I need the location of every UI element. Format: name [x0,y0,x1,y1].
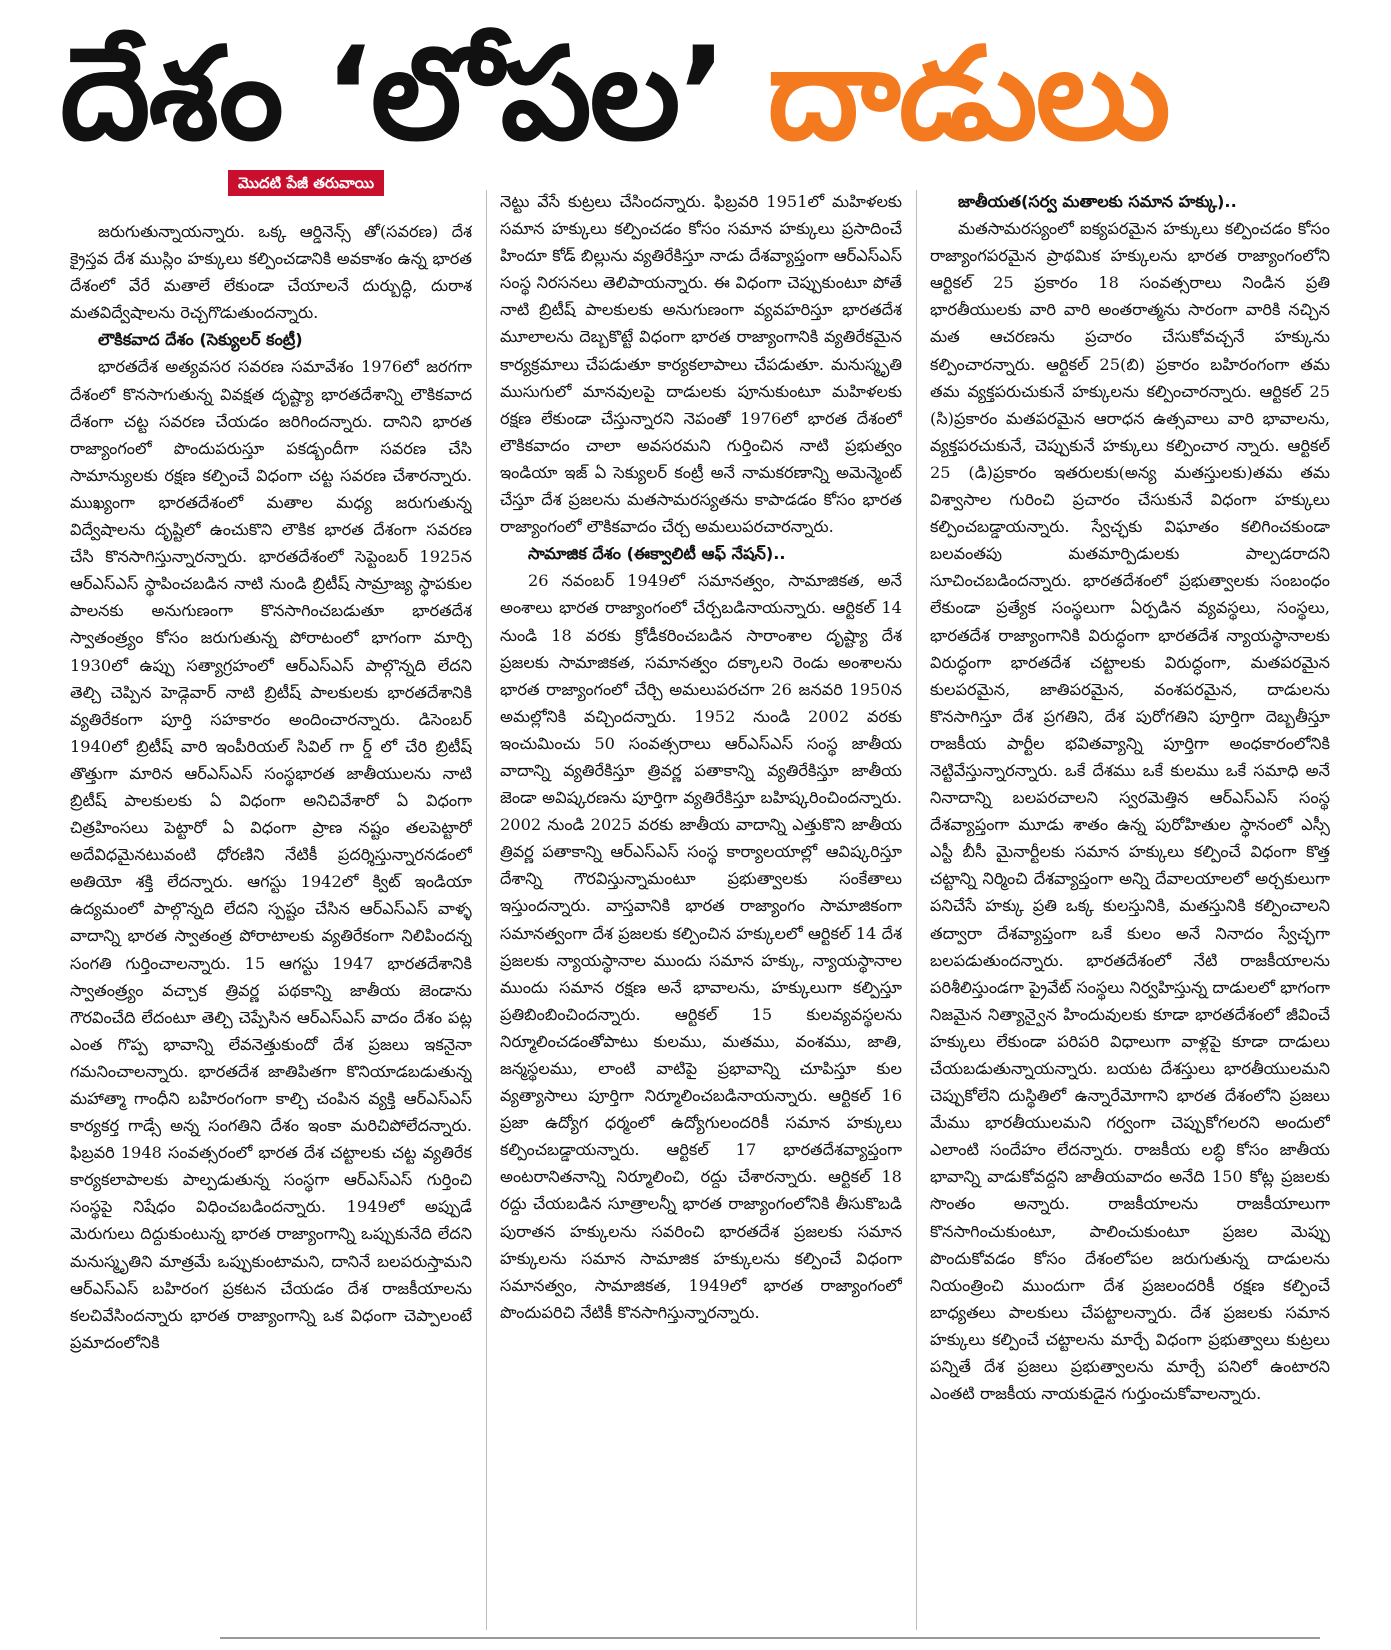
subheading-social-country: సామాజిక దేశం (ఈక్వాలిటీ ఆఫ్ నేషన్).. [528,544,786,564]
paragraph: 26 నవంబర్ 1949లో సమానత్వం, సామాజికత, అనే అంశాలు భారత రాజ్యాంగంలో చేర్చబడినాయన్నారు. ఆర్టికల్ 14 నుండి 18 వరకు క్రోడీకరించబడిన సారాంశాల దృష్ట్యా దేశ ప్రజలకు సామాజికత, సమానత్వం దక్కాలని రెండు అంశాలను భారత రాజ్యాంగంలో చేర్చి అమలుపరచగా 26 జనవరి 1950న అమల్లోనికి వచ్చిందన్నారు. 1952 నుండి 2002 వరకు ఇంచుమించు 50 సంవత్సరాలు ఆర్ఎస్ఎస్ సంస్థ జాతీయ వాదాన్ని వ్యతిరేకిస్తూ త్రివర్ణ పతాకాన్ని వ్యతిరేకిస్తూ జాతీయ జెండా అవిష్కరణను పూర్తిగా వ్యతిరేకిస్తూ బహిష్కరించిందన్నారు. 2002 నుండి 2025 వరకు జాతీయ వాదాన్ని ఎత్తుకొని జాతీయ త్రివర్ణ పతాకాన్ని ఆర్ఎస్ఎస్ సంస్థ కార్యాలయాల్లో ఆవిష్కరిస్తూ దేశాన్ని గౌరవిస్తున్నామంటూ ప్రభుత్వాలకు సంకేతాలు ఇస్తుందన్నారు. వాస్తవానికి భారత రాజ్యాంగం సామాజికంగా సమానత్వంగా దేశ ప్రజలకు కల్పించిన హక్కులలో ఆర్టికల్ 14 దేశ ప్రజలకు న్యాయస్థానాల ముందు సమాన హక్కు, న్యాయస్థానాల ముందు సమాన రక్షణ అనే భావాలను, హక్కులుగా కల్పిస్తూ ప్రతిబింబించిందన్నారు. ఆర్టికల్ 15 కులవ్యవస్థలను నిర్మూలించడంతోపాటు కులము, మతము, వంశము, జాతి, జన్మస్థలము, లాంటి వాటిపై ప్రభావాన్ని చూపిస్తూ కుల వ్యత్యాసాలు పూర్తిగా నిర్మూలించబడినాయన్నారు. ఆర్టికల్ 16 ప్రజా ఉద్యోగ ధర్మంలో ఉద్యోగులందరికీ సమాన హక్కులు కల్పించబడ్డాయన్నారు. ఆర్టికల్ 17 భారతదేశవ్యాప్తంగా అంటరానితనాన్ని నిర్మూలించి, రద్దు చేశారన్నారు. ఆర్టికల్ 18 రద్దు చేయబడిన సూత్రాలన్నీ భారత రాజ్యాంగంలోనికి తీసుకొబడి పురాతన హక్కులను సవరించి భారతదేశ ప్రజలకు సమాన హక్కులను సమాన సామాజిక హక్కులను కల్పించే విధంగా సమానత్వం, సామాజికత, 1949లో భారత రాజ్యాంగంలో పొందుపరిచి నేటికీ కొనసాగిస్తున్నారన్నారు. [500,571,902,1322]
article-column-2 [500,188,902,1630]
headline [60,10,1340,180]
subheading-secular-country: లౌకికవాద దేశం (సెక్యులర్ కంట్రీ) [98,330,303,350]
article-column-3 [930,188,1330,1630]
paragraph: మతసామరస్యంలో ఐక్యపరమైన హక్కులు కల్పించడం కోసం రాజ్యాంగపరమైన ప్రాథమిక హక్కులను భారత రాజ్యాంగంలోని ఆర్టికల్ 25 ప్రకారం 18 సంవత్సరాలు నిండిన ప్రతి భారతీయులకు వారి వారి అంతరాత్మను సారంగా వారికి నచ్చిన మత ఆచరణను ప్రచారం చేసుకోవచ్చనే హక్కును కల్పించారన్నారు. ఆర్టికల్ 25(బి) ప్రకారం బహిరంగంగా తమ తమ వ్యక్తపరుచుకునే హక్కులను కల్పించారన్నారు. ఆర్టికల్ 25 (సి)ప్రకారం మతపరమైన ఆరాధన ఉత్సవాలు వారి భావాలను, వ్యక్తపరచుకునే, చెప్పుకునే హక్కులు కల్పించార న్నారు. ఆర్టికల్ 25 (డి)ప్రకారం ఇతరులకు(అన్య మతస్తులకు)తమ తమ విశ్వాసాల గురించి ప్రచారం చేసుకునే విధంగా హక్కులు కల్పించబడ్డాయన్నారు. స్వేచ్ఛకు విఘాతం కలిగించకుండా బలవంతపు మతమార్పిడులకు పాల్పడరాదని సూచించబడిందన్నారు. భారతదేశంలో ప్రభుత్వాలకు సంబంధం లేకుండా ప్రత్యేక సంస్థలుగా ఏర్పడిన వ్యవస్థలు, సంస్థలు, భారతదేశ రాజ్యాంగానికి విరుద్ధంగా భారతదేశ న్యాయస్థానాలకు విరుద్ధంగా భారతదేశ చట్టాలకు విరుద్ధంగా, మతపరమైన కులపరమైన, జాతిపరమైన, వంశపరమైన, దాడులను కొనసాగిస్తూ దేశ ప్రగతిని, దేశ పురోగతిని పూర్తిగా దెబ్బతీస్తూ రాజకీయ పార్టీల భవితవ్యాన్ని పూర్తిగా అంధకారంలోనికి నెట్టివేస్తున్నారన్నారు. ఒకే దేశము ఒకే కులము ఒకే సమాధి అనే నినాదాన్ని బలపరచాలని స్వరమెత్తిన ఆర్ఎస్ఎస్ సంస్థ దేశవ్యాప్తంగా మూడు శాతం ఉన్న పురోహితుల స్థానంలో ఎస్సీ ఎస్టీ బీసీ మైనార్టీలకు సమాన హక్కులు కల్పించే విధంగా కొత్త చట్టాన్ని నిర్మించి దేశవ్యాప్తంగా అన్ని దేవాలయాలలో అర్చకులుగా పనిచేసే హక్కు ప్రతి ఒక్క కులస్తునికి, మతస్తునికి కల్పించాలని తద్వారా దేశవ్యాప్తంగా ఒకే కులం అనే నినాదం స్వేచ్ఛగా బలపడుతుందన్నారు. భారతదేశంలో నేటి రాజకీయాలను పరిశీలిస్తుండగా ప్రైవేట్ సంస్థలు నిర్వహిస్తున్న దాడులలో భాగంగా నిజమైన నిత్యాన్వైన హిందువులకు కూడా భారతదేశంలో జీవించే హక్కులు లేకుండా పరిపరి విధాలుగా వాళ్లపై కూడా దాడులు చేయబడుతున్నాయన్నారు. బయట దేశస్తులు భారతీయులమని చెప్పుకోలేని దుస్థితిలో ఉన్నారేమోగాని భారత దేశంలోని ప్రజలు మేము భారతీయులమని గర్వంగా చెప్పుకోగలరని అందులో ఎలాంటి సందేహం లేదన్నారు. రాజకీయ లబ్ధి కోసం జాతీయ భావాన్ని వాడుకోవద్దని జాతీయవాదం అనేది 150 కోట్ల ప్రజలకు సొంతం అన్నారు. రాజకీయాలను రాజకీయాలుగా కొనసాగించుకుంటూ, పాలించుకుంటూ ప్రజల మెప్పు పొందుకోవడం కోసం దేశంలోపల జరుగుతున్న దాడులను నియంత్రించి ముందుగా దేశ ప్రజలందరికీ రక్షణ కల్పించే బాధ్యతలు పాలకులు చేపట్టాలన్నారు. దేశ ప్రజలకు సమాన హక్కులు కల్పించే చట్టాలను మార్చే విధంగా ప్రభుత్వాలు కుట్రలు పన్నితే దేశ ప్రజలు ప్రభుత్వాలను మార్చే పనిలో ఉంటారని ఎంతటి రాజకీయ నాయకుడైన గుర్తుంచుకోవాలన్నారు. [930,219,1330,1404]
paragraph: జరుగుతున్నాయన్నారు. ఒక్క ఆర్డినెన్స్ తో(సవరణ) దేశ క్రైస్తవ దేశ ముస్లిం హక్కులు కల్పించడానికి అవకాశం ఉన్న భారత దేశంలో వేరే మతాలే లేకుండా చేయాలనే దుర్బుద్ధి, దురాశ మతవిద్వేషాలను రెచ్చగొడుతుందన్నారు. [70,222,472,323]
article-column-1 [70,218,472,1630]
headline-part-black: దేశం ‘లోపల’ [60,20,768,169]
subheading-nationality: జాతీయత(సర్వ మతాలకు సమాన హక్కు).. [958,192,1237,211]
headline-part-orange: దాడులు [767,20,1169,169]
column-divider [916,190,917,1630]
paragraph: భారతదేశ అత్యవసర సవరణ సమావేశం 1976లో జరగగా దేశంలో కొనసాగుతున్న వివక్షత దృష్ట్యా భారతదేశాన్ని లౌకికవాద దేశంగా చట్ట సవరణ చేయడం జరిగిందన్నారు. దానిని భారత రాజ్యాంగంలో పొందుపరుస్తూ పకడ్బందీగా సవరణ చేసి సామాన్యులకు రక్షణ కల్పించే విధంగా చట్ట సవరణ చేశారన్నారు. ముఖ్యంగా భారతదేశంలో మతాల మధ్య జరుగుతున్న విద్వేషాలను దృష్టిలో ఉంచుకొని లౌకిక భారత దేశంగా సవరణ చేసి కొనసాగిస్తున్నారన్నారు. భారతదేశంలో సెప్టెంబర్ 1925న ఆర్ఎస్ఎస్ స్థాపించబడిన నాటి నుండి బ్రిటీష్ సామ్రాజ్య స్థాపకుల పాలనకు అనుగుణంగా కొనసాగించబడుతూ భారతదేశ స్వాతంత్ర్యం కోసం జరుగుతున్న పోరాటంలో భాగంగా మార్చి 1930లో ఉప్పు సత్యాగ్రహంలో ఆర్ఎస్ఎస్ పాల్గొన్నది లేదని తెల్చి చెప్పిన హెడ్గెవార్ నాటి బ్రిటీష్ పాలకులకు భారతదేశానికి వ్యతిరేకంగా పూర్తి సహకారం అందించారన్నారు. డిసెంబర్ 1940లో బ్రిటీష్ వారి ఇంపీరియల్ సివిల్ గా ర్డ్ లో చేరి బ్రిటీష్ తొత్తుగా మారిన ఆర్ఎస్ఎస్ సంస్థభారత జాతీయులను నాటి బ్రిటీష్ పాలకులకు ఏ విధంగా అనిచివేశారో ఏ విధంగా చిత్రహింసలు పెట్టారో ఏ విధంగా ప్రాణ నష్టం తలపెట్టారో అదేవిధమైనటువంటి ధోరణిని నేటికీ ప్రదర్శిస్తున్నారనడంలో అతియో శక్తి లేదన్నారు. ఆగస్టు 1942లో క్విట్ ఇండియా ఉద్యమంలో పాల్గొన్నది లేదని స్పష్టం చేసిన ఆర్ఎస్ఎస్ వాళ్ళ వాదాన్ని భారత స్వాతంత్ర పోరాటాలకు వ్యతిరేకంగా నిలిపిందన్న సంగతి గుర్తించాలన్నారు. 15 ఆగస్టు 1947 భారతదేశానికి స్వాతంత్ర్యం వచ్చాక త్రివర్ణ పథకాన్ని జాతీయ జెండాను గౌరవించేది లేదంటూ తెల్చి చెప్పేసిన ఆర్ఎస్ఎస్ వాదం దేశం పట్ల ఎంత గొప్ప భావాన్ని లేవనెత్తుకుందో దేశ ప్రజలు ఇకనైనా గమనించాలన్నారు. భారతదేశ జాతిపితగా కొనియాడబడుతున్న మహాత్మా గాంధీని బహిరంగంగా కాల్చి చంపిన వ్యక్తి ఆర్ఎస్ఎస్ కార్యకర్త గాడ్సే అన్న సంగతిని దేశం ఇంకా మరిచిపోలేదన్నారు. ఫిబ్రవరి 1948 సంవత్సరంలో భారత దేశ చట్టాలకు చట్ట వ్యతిరేక కార్యకలాపాలకు పాల్పడుతున్న సంస్థగా ఆర్ఎస్ఎస్ గుర్తించి సంస్థపై నిషేధం విధించబడిందన్నారు. 1949లో అప్పుడే మెరుగులు దిద్దుకుంటున్న భారత రాజ్యాంగాన్ని ఒప్పుకునేది లేదని మనుస్మృతిని మాత్రమే ఒప్పుకుంటామని, దానినే బలపరుస్తామని ఆర్ఎస్ఎస్ బహిరంగ ప్రకటన చేయడం దేశ రాజకీయాలను కలచివేసిందన్నారు భారత రాజ్యాంగాన్ని ఒక విధంగా చెప్పాలంటే ప్రమాదంలోనికి [70,357,472,1352]
paragraph: నెట్టు వేసే కుట్రలు చేసిందన్నారు. ఫిబ్రవరి 1951లో మహిళలకు సమాన హక్కులు కల్పించడం కోసం సమాన హక్కులు ప్రసాదించే హిందూ కోడ్ బిల్లును వ్యతిరేకిస్తూ నాడు దేశవ్యాప్తంగా ఆర్ఎస్ఎస్ సంస్థ నిరసనలు తెలిపాయన్నారు. ఈ విధంగా చెప్పుకుంటూ పోతే నాటి బ్రిటీష్ పాలకులకు అనుగుణంగా వ్యవహరిస్తూ భారతదేశ మూలాలను దెబ్బకొట్టే విధంగా భారత రాజ్యాంగానికి వ్యతిరేకమైన కార్యక్రమాలు చేపడుతూ కార్యకలాపాలు చేపడుతూ. మనుస్మృతి ముసుగులో మానవులపై దాడులకు పూనుకుంటూ మహిళలకు రక్షణ లేకుండా చేస్తున్నారని నెపంతో 1976లో భారత దేశంలో లౌకికవాదం చాలా అవసరమని గుర్తించిన నాటి ప్రభుత్వం ఇండియా ఇజ్ ఏ సెక్యులర్ కంట్రీ అనే నామకరణాన్ని అమెన్మెంట్ చేస్తూ దేశ ప్రజలను మతసామరస్యతను కాపాడడం కోసం భారత రాజ్యాంగంలో లౌకికవాదం చేర్చ అమలుపరచారన్నారు. [500,192,902,537]
column-divider [486,190,487,1630]
bottom-rule [220,1637,1320,1639]
continued-from-front-page-label: మొదటి పేజీ తరువాయి [228,170,384,196]
